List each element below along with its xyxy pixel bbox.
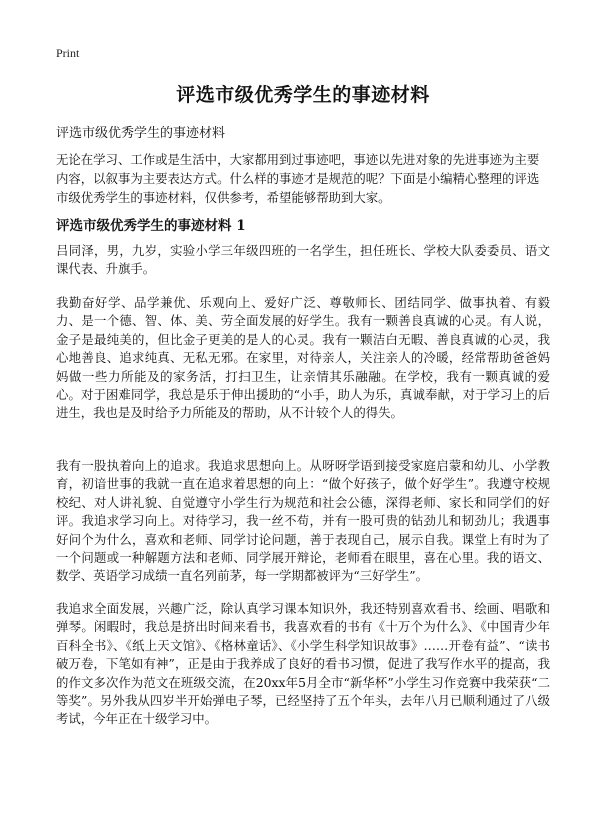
print-link[interactable]: Print	[56, 46, 80, 60]
intro-paragraph: 无论在学习、工作或是生活中，大家都用到过事迹吧，事迹以先进对象的先进事迹为主要内容，以叙事为主要表达方式。什么样的事迹才是规范的呢？下面是小编精心整理的评选市级优秀学生的事迹材料，仅供参考，希望能够帮助到大家。	[56, 152, 540, 205]
document-subtitle: 评选市级优秀学生的事迹材料	[56, 126, 226, 141]
body-paragraph: 我勤奋好学、品学兼优、乐观向上、爱好广泛、尊敬师长、团结同学、做事执着、有毅力、是一个德、智、体、美、劳全面发展的好学生。我有一颗善良真诚的心灵。有人说，金子是最纯美的，但比金子更美的是人的心灵。我有一颗洁白无暇、善良真诚的心灵，我心地善良、追求纯真、无私无邪。在家里，对待亲人，关注亲人的冷暖，经常帮助爸爸妈妈做一些力所能及的家务活，打扫卫生，让亲情其乐融融。在学校，我有一颗真诚的爱心。对于困难同学，我总是乐于伸出援助的“小手，助人为乐，真诚奉献，对于学习上的后进生，我也是及时给予力所能及的帮助，从不计较个人的得失。	[56, 295, 550, 421]
body-paragraph: 吕同泽，男，九岁，实验小学三年级四班的一名学生，担任班长、学校大队委委员、语文课代表、升旗手。	[56, 243, 550, 277]
document-title: 评选市级优秀学生的事迹材料	[176, 84, 430, 106]
body-paragraph: 我追求全面发展，兴趣广泛，除认真学习课本知识外，我还特别喜欢看书、绘画、唱歌和弹琴。闲暇时，我总是挤出时间来看书，我喜欢看的书有《十万个为什么》、《中国青少年百科全书》、《纸上天文馆》、《格林童话》、《小学生科学知识故事》……开卷有益”、“读书破万卷，下笔如有神”，正是由于我养成了良好的看书习惯，促进了我写作水平的提高，我的作文多次作为范文在班级交流，在20xx年5月全市“新华杯”小学生习作竞赛中我荣获“二等奖”。另外我从四岁半开始弹电子琴，已经坚持了五个年头，去年八月已顺利通过了八级考试，今年正在十级学习中。	[56, 601, 550, 727]
body-paragraph: 我有一股执着向上的追求。我追求思想向上。从呀呀学语到接受家庭启蒙和幼儿、小学教育，初谙世事的我就一直在追求着思想的向上：“做个好孩子，做个好学生”。我遵守校规校纪、对人讲礼貌、自觉遵守小学生行为规范和社会公德，深得老师、家长和同学们的好评。我追求学习向上。对待学习，我一丝不苟，并有一股可贵的钻劲儿和韧劲儿；我遇事好问个为什么，喜欢和老师、同学讨论问题，善于表现自己，展示自我。课堂上有时为了一个问题或一种解题方法和老师、同学展开辩论，老师看在眼里，喜在心里。我的语文、数学、英语学习成绩一直名列前茅，每一学期都被评为“三好学生”。	[56, 458, 550, 584]
section-heading: 评选市级优秀学生的事迹材料 1	[56, 218, 246, 234]
